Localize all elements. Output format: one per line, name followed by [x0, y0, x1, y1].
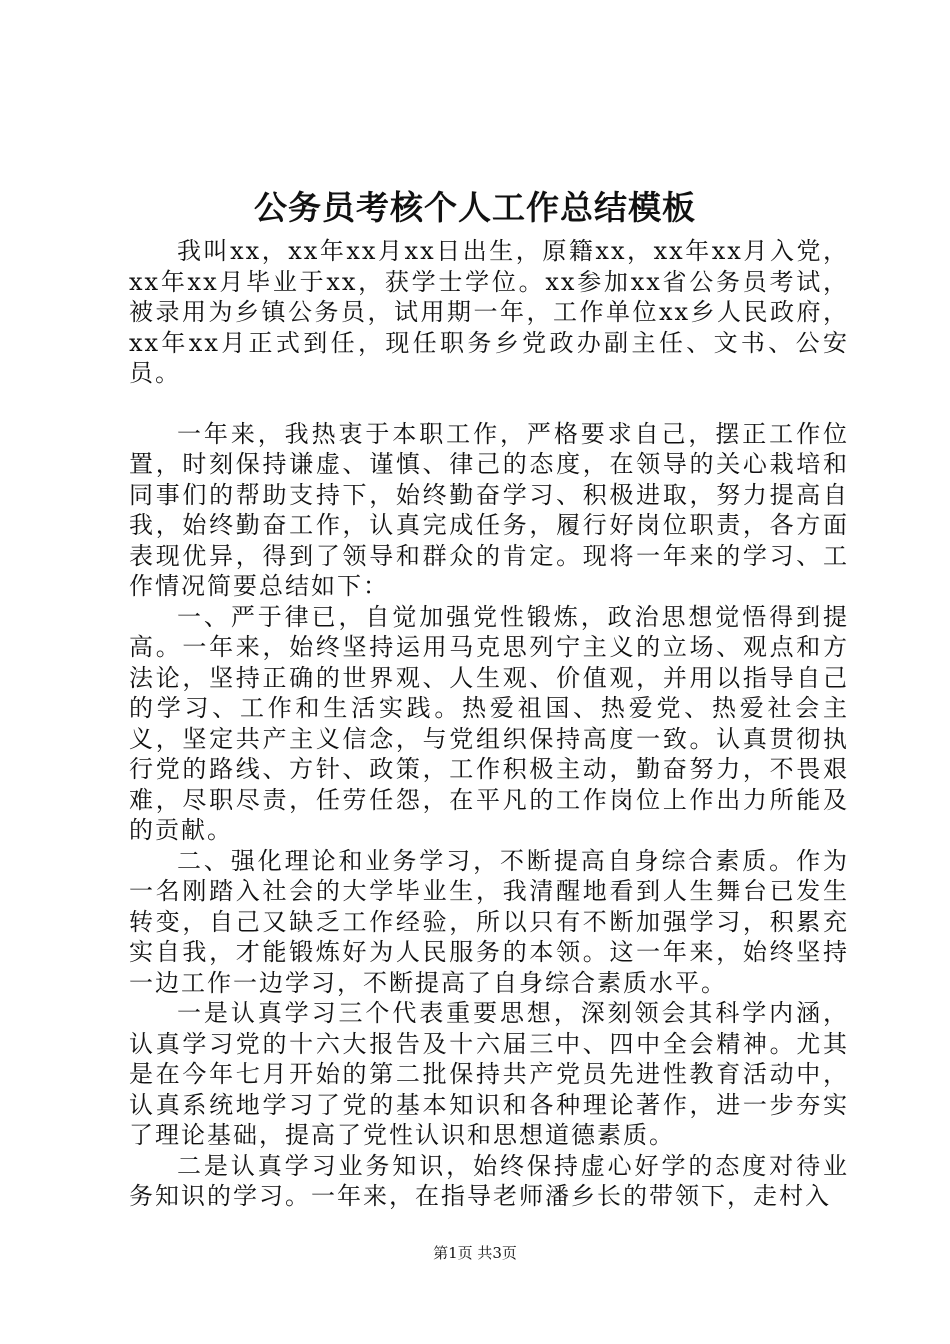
paragraph-overview: 一年来，我热衷于本职工作，严格要求自己，摆正工作位置，时刻保持谦虚、谨慎、律己的态度，在领导的关心栽培和同事们的帮助支持下，始终勤奋学习、积极进取，努力提高自我，始终勤奋工作，认真完成任务，履行好岗位职责，各方面表现优异，得到了领导和群众的肯定。现将一年来的学习、工作情况简要总结如下：	[129, 419, 849, 600]
paragraph-section-one: 一、严于律已，自觉加强党性锻炼，政治思想觉悟得到提高。一年来，始终坚持运用马克思列宁主义的立场、观点和方法论，坚持正确的世界观、人生观、价值观，并用以指导自己的学习、工作和生活实践。热爱祖国、热爱党、热爱社会主义，坚定共产主义信念，与党组织保持高度一致。认真贯彻执行党的路线、方针、政策，工作积极主动，勤奋努力，不畏艰难，尽职尽责，任劳任怨，在平凡的工作岗位上作出力所能及的贡献。	[129, 602, 849, 844]
page-number-footer: 第1页 共3页	[433, 1244, 517, 1262]
paragraph-point-one: 一是认真学习三个代表重要思想，深刻领会其科学内涵，认真学习党的十六大报告及十六届三中、四中全会精神。尤其是在今年七月开始的第二批保持共产党员先进性教育活动中，认真系统地学习了党的基本知识和各种理论著作，进一步夯实了理论基础，提高了党性认识和思想道德素质。	[129, 999, 849, 1149]
document-body	[129, 236, 849, 1212]
paragraph-section-two: 二、强化理论和业务学习，不断提高自身综合素质。作为一名刚踏入社会的大学毕业生，我清醒地看到人生舞台已发生转变，自己又缺乏工作经验，所以只有不断加强学习，积累充实自我，才能锻炼好为人民服务的本领。这一年来，始终坚持一边工作一边学习，不断提高了自身综合素质水平。	[129, 846, 849, 997]
paragraph-intro: 我叫xx，xx年xx月xx日出生，原籍xx，xx年xx月入党，xx年xx月毕业于xx，获学士学位。xx参加xx省公务员考试，被录用为乡镇公务员，试用期一年，工作单位xx乡人民政府，xx年xx月正式到任，现任职务乡党政办副主任、文书、公安员。	[129, 237, 849, 387]
document-title: 公务员考核个人工作总结模板	[254, 188, 696, 227]
paragraph-point-two: 二是认真学习业务知识，始终保持虚心好学的态度对待业务知识的学习。一年来，在指导老师潘乡长的带领下，走村入	[129, 1151, 849, 1210]
